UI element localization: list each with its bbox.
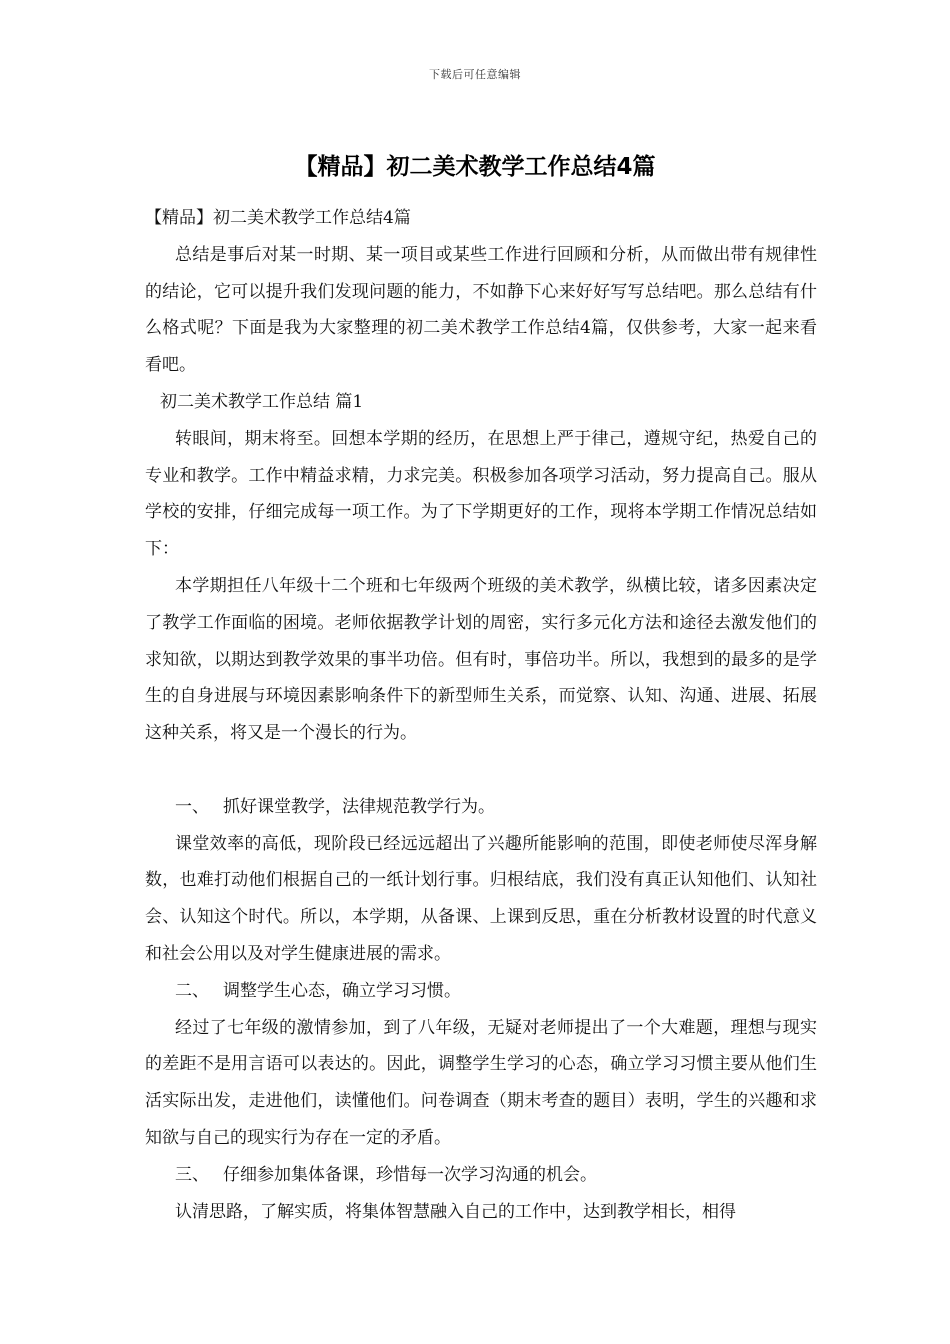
- intro-line: 【精品】初二美术教学工作总结4篇: [145, 208, 411, 228]
- point-number: 二、: [175, 980, 209, 1001]
- header-note: 下载后可任意编辑: [429, 68, 521, 81]
- point-heading-text: 仔细参加集体备课，珍惜每一次学习沟通的机会。: [223, 1164, 597, 1185]
- paragraph: 本学期担任八年级十二个班和七年级两个班级的美术教学，纵横比较，诸多因素决定了教学工作面临的困境。老师依据教学计划的周密，实行多元化方法和途径去激发他们的求知欲，以期达到教学效果的事半功倍。但有时，事倍功半。所以，我想到的最多的是学生的自身进展与环境因素影响条件下的新型师生关系，而觉察、认知、沟通、进展、拓展这种关系，将又是一个漫长的行为。: [145, 575, 817, 744]
- point-paragraph: 课堂效率的高低，现阶段已经远远超出了兴趣所能影响的范围，即使老师使尽浑身解数，也难打动他们根据自己的一纸计划行事。归根结底，我们没有真正认知他们、认知社会、认知这个时代。所以，本学期，从备课、上课到反思，重在分析教材设置的时代意义和社会公用以及对学生健康进展的需求。: [145, 833, 817, 964]
- paragraph: 转眼间，期末将至。回想本学期的经历，在思想上严于律己，遵规守纪，热爱自己的专业和教学。工作中精益求精，力求完美。积极参加各项学习活动，努力提高自己。服从学校的安排，仔细完成每一项工作。为了下学期更好的工作，现将本学期工作情况总结如下：: [145, 428, 817, 560]
- point-heading: [145, 1157, 817, 1194]
- document-body: [145, 200, 817, 1230]
- document-title: 【精品】初二美术教学工作总结4篇: [294, 154, 656, 180]
- point-paragraph: 认清思路，了解实质，将集体智慧融入自己的工作中，达到教学相长，相得: [175, 1201, 736, 1222]
- point-heading-text: 抓好课堂教学，法律规范教学行为。: [223, 796, 495, 817]
- intro-paragraph: 总结是事后对某一时期、某一项目或某些工作进行回顾和分析，从而做出带有规律性的结论，它可以提升我们发现问题的能力，不如静下心来好好写写总结吧。那么总结有什么格式呢？下面是我为大家整理的初二美术教学工作总结4篇，仅供参考，大家一起来看看吧。: [145, 244, 817, 376]
- point-paragraph: 经过了七年级的激情参加，到了八年级，无疑对老师提出了一个大难题，理想与现实的差距不是用言语可以表达的。因此，调整学生学习的心态，确立学习习惯主要从他们生活实际出发，走进他们，读懂他们。问卷调查（期末考查的题目）表明，学生的兴趣和求知欲与自己的现实行为存在一定的矛盾。: [145, 1017, 817, 1148]
- point-number: 一、: [175, 796, 209, 817]
- point-heading: [145, 973, 817, 1010]
- point-heading-text: 调整学生心态，确立学习习惯。: [223, 980, 461, 1001]
- point-number: 三、: [175, 1164, 209, 1185]
- section-title: 初二美术教学工作总结 篇1: [160, 391, 364, 412]
- point-heading: [145, 789, 817, 826]
- blank-line: [145, 752, 817, 789]
